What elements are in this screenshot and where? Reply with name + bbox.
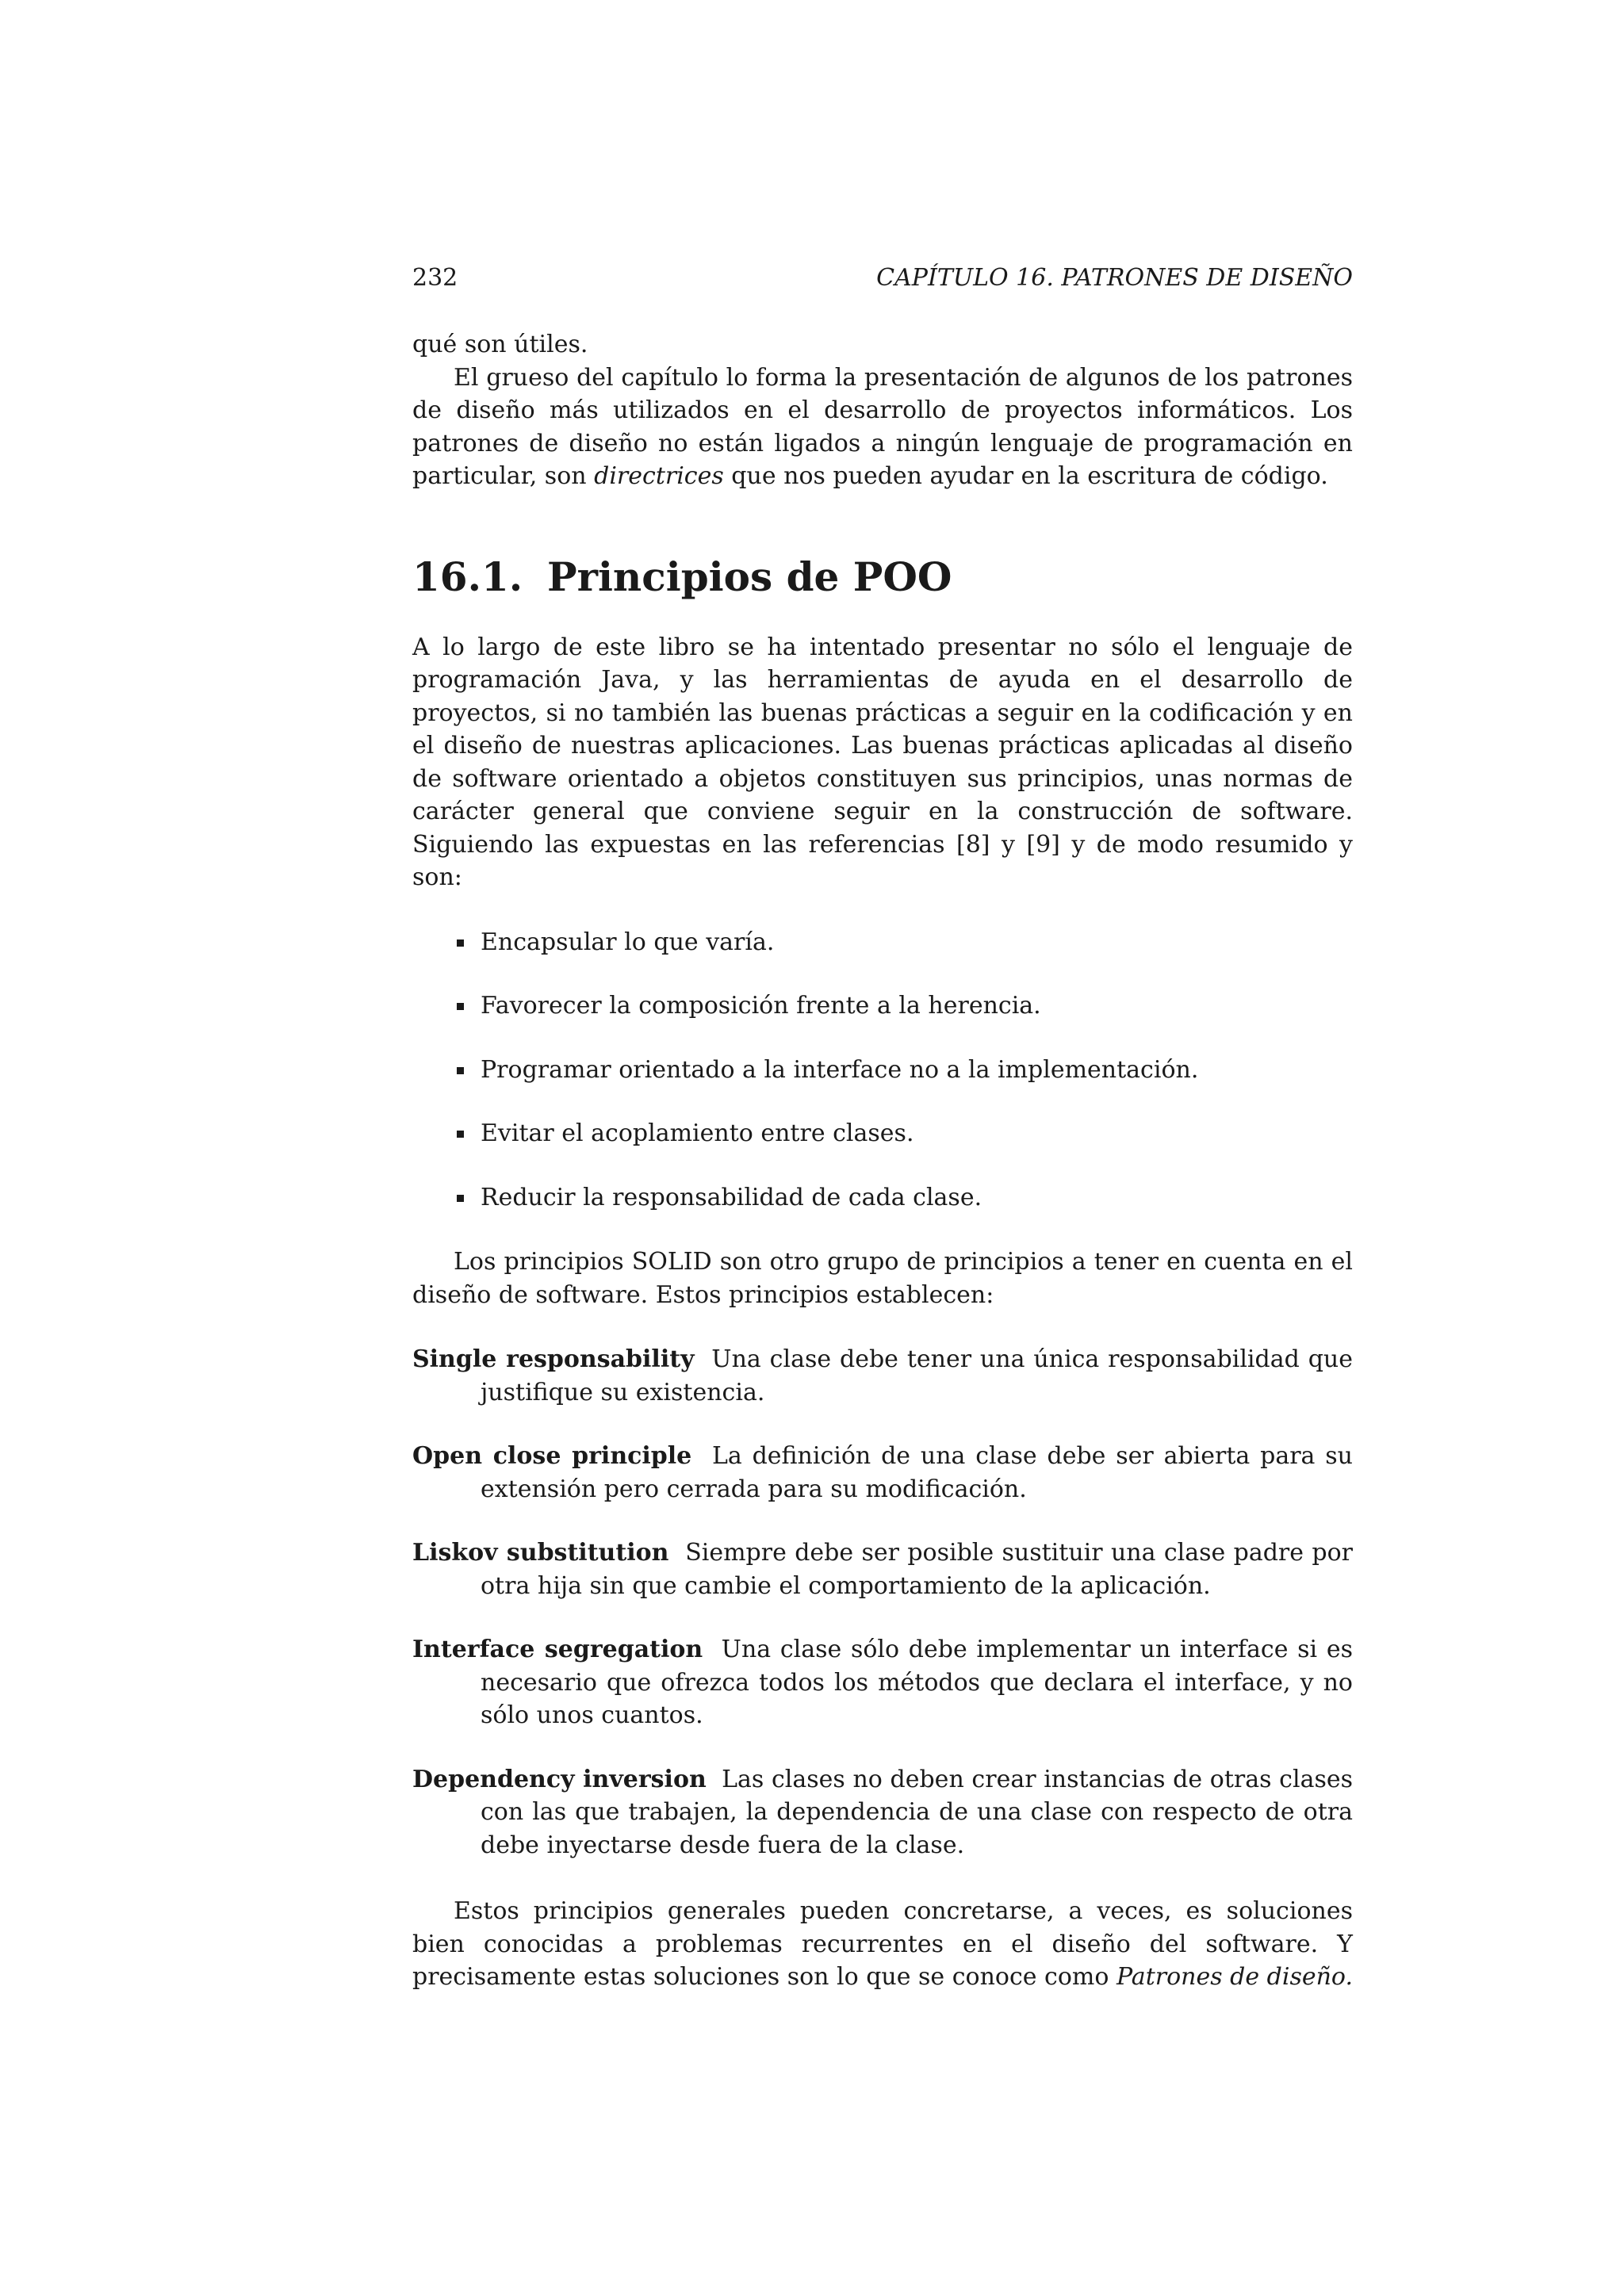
intro-continuation: qué son útiles. bbox=[412, 331, 588, 358]
intro-paragraph bbox=[412, 362, 1353, 493]
list-item bbox=[454, 1181, 1353, 1215]
intro-text-a: El grueso del capítulo lo forma la presentación de algunos de los patrones de diseño más utilizados en el desarrollo de proyectos informáticos. Los patrones de diseño no están ligados a ningún lenguaje de programación en particular, son bbox=[412, 363, 1353, 490]
principles-intro-paragraph: A lo largo de este libro se ha intentado presentar no sólo el lenguaje de programación Java, y las herramientas de ayuda en el desarrollo de proyectos, si no también las buenas prácticas a seguir en la codificación y en el diseño de nuestras aplicaciones. Las buenas prácticas aplicadas al diseño de software orientado a objetos constituyen sus principios, unas normas de carácter general que conviene seguir en la construcción de software. Siguiendo las expuestas en las referencias [8] y [9] y de modo resumido y son: bbox=[412, 633, 1353, 891]
definition-term: Interface segregation bbox=[412, 1636, 703, 1663]
bullet-square-icon bbox=[457, 1003, 464, 1010]
page-header bbox=[412, 262, 1353, 293]
book-page bbox=[412, 262, 1353, 1994]
solid-item-open-close bbox=[412, 1440, 1353, 1506]
list-item-text: Favorecer la composición frente a la herencia. bbox=[481, 992, 1041, 1020]
list-item-text: Programar orientado a la interface no a la implementación. bbox=[481, 1055, 1199, 1084]
intro-emphasis: directrices bbox=[594, 462, 724, 490]
bullet-square-icon bbox=[457, 1067, 464, 1074]
bullet-square-icon bbox=[457, 1195, 464, 1202]
list-item bbox=[454, 1117, 1353, 1150]
list-item bbox=[454, 1054, 1353, 1087]
definition-term: Single responsability bbox=[412, 1345, 695, 1373]
definition-description: Una clase debe tener una única responsabilidad que justifique su existencia. bbox=[481, 1345, 1353, 1406]
section-number: 16.1. bbox=[412, 553, 523, 600]
closing-text-a: Estos principios generales pueden concretarse, a veces, es soluciones bien conocidas a problemas recurrentes en el diseño del software. Y precisamente estas soluciones son lo que se conoce como bbox=[412, 1897, 1353, 1991]
definition-term: Dependency inversion bbox=[412, 1765, 707, 1793]
solid-item-single-responsability bbox=[412, 1343, 1353, 1409]
solid-item-interface-segregation bbox=[412, 1633, 1353, 1732]
principles-list bbox=[412, 926, 1353, 1215]
list-item-text: Encapsular lo que varía. bbox=[481, 928, 775, 956]
solid-item-dependency-inversion bbox=[412, 1763, 1353, 1862]
solid-definition-list bbox=[412, 1343, 1353, 1862]
intro-text-b: que nos pueden ayudar en la escritura de código. bbox=[723, 462, 1328, 490]
definition-description: La definición de una clase debe ser abierta para su extensión pero cerrada para su modificación. bbox=[481, 1442, 1353, 1503]
definition-term: Liskov substitution bbox=[412, 1539, 669, 1567]
closing-emphasis: Patrones de diseño. bbox=[1116, 1963, 1353, 1991]
list-item-text: Evitar el acoplamiento entre clases. bbox=[481, 1119, 914, 1147]
bullet-square-icon bbox=[457, 939, 464, 947]
section-title: Principios de POO bbox=[547, 553, 952, 600]
bullet-square-icon bbox=[457, 1131, 464, 1138]
section-heading bbox=[412, 553, 1353, 601]
list-item-text: Reducir la responsabilidad de cada clase. bbox=[481, 1183, 982, 1211]
definition-description: Siempre debe ser posible sustituir una clase padre por otra hija sin que cambie el comportamiento de la aplicación. bbox=[481, 1539, 1353, 1600]
page-number: 232 bbox=[412, 264, 458, 292]
definition-description: Las clases no deben crear instancias de otras clases con las que trabajen, la dependencia de una clase con respecto de otra debe inyectarse desde fuera de la clase. bbox=[481, 1765, 1353, 1859]
list-item bbox=[454, 989, 1353, 1023]
closing-paragraph bbox=[412, 1895, 1353, 1994]
definition-term: Open close principle bbox=[412, 1442, 692, 1470]
solid-item-liskov bbox=[412, 1536, 1353, 1602]
running-title: CAPÍTULO 16. PATRONES DE DISEÑO bbox=[876, 264, 1353, 292]
solid-intro-paragraph: Los principios SOLID son otro grupo de principios a tener en cuenta en el diseño de software. Estos principios establecen: bbox=[412, 1248, 1353, 1309]
list-item bbox=[454, 926, 1353, 959]
definition-description: Una clase sólo debe implementar un interface si es necesario que ofrezca todos los métodos que declara el interface, y no sólo unos cuantos. bbox=[481, 1636, 1353, 1729]
